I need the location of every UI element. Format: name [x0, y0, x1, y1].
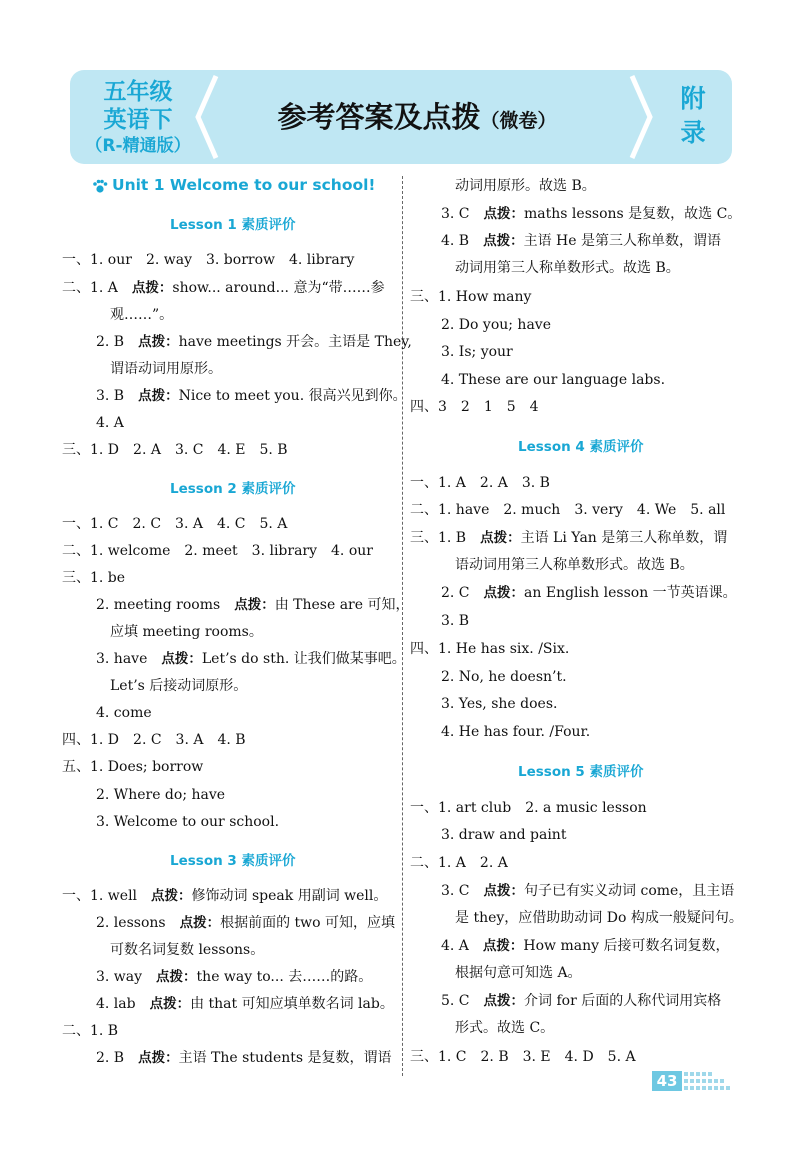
- hint-label: 点拨：: [131, 280, 173, 296]
- lesson-heading: Lesson 4 素质评价: [518, 439, 644, 455]
- answer-line: [96, 333, 412, 351]
- answer-line: 二、1. A 2. A: [410, 855, 508, 871]
- answer-line: 2. No, he doesn’t.: [441, 669, 567, 685]
- answer-line: [62, 887, 387, 905]
- answer-line: 根据句意可知选 A。: [455, 965, 582, 981]
- answer-line: 三、1. be: [62, 570, 126, 586]
- hint-label: 点拨：: [138, 334, 179, 350]
- answer-line: 四、1. He has six. /Six.: [410, 641, 570, 657]
- subject-line: 英语下: [103, 107, 173, 133]
- title-sub: （微卷）: [480, 110, 557, 132]
- answer-line: [441, 584, 737, 602]
- column-divider: [402, 176, 403, 1076]
- answer-line: 三、1. How many: [410, 289, 532, 305]
- answer-line: [96, 1049, 392, 1067]
- hint-text: 根据前面的 two 可知，应填: [220, 915, 396, 931]
- hint-label: 点拨：: [138, 1050, 179, 1066]
- hint-label: 点拨：: [234, 597, 275, 613]
- hint-text: have meetings 开会。主语是 They,: [178, 334, 412, 350]
- hint-label: 点拨：: [480, 530, 521, 546]
- answer-line: [410, 529, 727, 547]
- answer-line: 观……”。: [110, 307, 174, 323]
- answer-line: 一、1. A 2. A 3. B: [410, 475, 550, 491]
- hint-text: Let’s do sth. 让我们做某事吧。: [201, 651, 406, 667]
- answer-line: 3. draw and paint: [441, 827, 567, 843]
- answer-num: 3. way: [96, 969, 157, 985]
- answer-line: 一、1. art club 2. a music lesson: [410, 800, 647, 816]
- answer-line: [441, 882, 734, 900]
- answer-num: 4. lab: [96, 996, 150, 1012]
- page-number: 43: [652, 1071, 682, 1091]
- hint-text: 主语 He 是第三人称单数，谓语: [523, 233, 722, 249]
- hint-text: maths lessons 是复数，故选 C。: [524, 206, 742, 222]
- answer-line: 一、1. our 2. way 3. borrow 4. library: [62, 252, 355, 268]
- title-main: 参考答案及点拨: [277, 100, 481, 134]
- grade-label: [78, 78, 198, 158]
- hint-text: 句子已有实义动词 come，且主语: [524, 883, 735, 899]
- answer-num: 2. B: [96, 1050, 139, 1066]
- paw-icon: [92, 179, 108, 193]
- hint-label: 点拨：: [151, 888, 192, 904]
- appendix-label: [664, 82, 722, 150]
- answer-line: 三、1. C 2. B 3. E 4. D 5. A: [410, 1049, 636, 1065]
- page-decor-dots: [684, 1071, 734, 1093]
- hint-label: 点拨：: [483, 993, 525, 1009]
- hint-label: 点拨：: [482, 938, 524, 954]
- answer-line: 4. come: [96, 705, 152, 721]
- answer-num: 4. A: [441, 938, 483, 954]
- answer-line: 动词用原形。故选 B。: [455, 178, 596, 194]
- answer-num: 3. C: [441, 206, 484, 222]
- hint-label: 点拨：: [156, 969, 197, 985]
- hint-label: 点拨：: [483, 233, 524, 249]
- answer-line: 一、1. C 2. C 3. A 4. C 5. A: [62, 516, 288, 532]
- answer-line: [96, 650, 406, 668]
- answer-line: 动词用第三人称单数形式。故选 B。: [455, 260, 680, 276]
- answer-line: [441, 232, 721, 250]
- answer-line: [62, 279, 385, 297]
- answer-line: 形式。故选 C。: [455, 1020, 555, 1036]
- chevron-right-icon: [628, 72, 656, 162]
- answer-line: 3. Is; your: [441, 344, 513, 360]
- answer-num: 2. B: [96, 334, 139, 350]
- answer-line: [96, 914, 395, 932]
- answer-line: 语动词用第三人称单数形式。故选 B。: [455, 557, 694, 573]
- answer-num: 二、1. A: [62, 280, 132, 296]
- hint-text: 修饰动词 speak 用副词 well。: [191, 888, 388, 904]
- answer-num: 2. C: [441, 585, 484, 601]
- hint-text: show... around... 意为“带……参: [172, 280, 385, 296]
- hint-label: 点拨：: [179, 915, 221, 931]
- answer-num: 4. B: [441, 233, 484, 249]
- answer-line: [96, 995, 394, 1013]
- appendix-char: 录: [680, 118, 706, 147]
- answer-line: 4. He has four. /Four.: [441, 724, 591, 740]
- answer-line: [96, 387, 407, 405]
- answer-line: 四、1. D 2. C 3. A 4. B: [62, 732, 246, 748]
- answer-line: 2. Where do; have: [96, 787, 226, 803]
- hint-label: 点拨：: [149, 996, 191, 1012]
- answer-line: 4. A: [96, 415, 124, 431]
- answer-line: [96, 596, 410, 614]
- answer-line: 3. Welcome to our school.: [96, 814, 280, 830]
- answer-line: 是 they，应借助助动词 Do 构成一般疑问句。: [455, 910, 743, 926]
- answer-num: 3. have: [96, 651, 162, 667]
- hint-text: 由 that 可知应填单数名词 lab。: [190, 996, 394, 1012]
- hint-label: 点拨：: [138, 388, 179, 404]
- hint-label: 点拨：: [483, 585, 525, 601]
- answer-line: 二、1. have 2. much 3. very 4. We 5. all: [410, 502, 726, 518]
- answer-line: 谓语动词用原形。: [110, 361, 222, 377]
- hint-text: the way to... 去……的路。: [196, 969, 373, 985]
- answer-line: [441, 992, 721, 1010]
- answer-line: [96, 968, 372, 986]
- answer-line: 应填 meeting rooms。: [110, 624, 263, 640]
- answer-num: 3. B: [96, 388, 139, 404]
- answer-line: 2. Do you; have: [441, 317, 551, 333]
- hint-text: 主语 Li Yan 是第三人称单数，谓: [520, 530, 728, 546]
- answer-line: 三、1. D 2. A 3. C 4. E 5. B: [62, 442, 288, 458]
- hint-text: Nice to meet you. 很高兴见到你。: [178, 388, 407, 404]
- answer-line: 可数名词复数 lessons。: [110, 942, 265, 958]
- answer-line: [441, 937, 730, 955]
- hint-label: 点拨：: [161, 651, 202, 667]
- hint-label: 点拨：: [483, 883, 525, 899]
- unit-title-text: Unit 1 Welcome to our school!: [112, 176, 376, 194]
- lesson-heading: Lesson 5 素质评价: [518, 764, 644, 780]
- answer-line: Let’s 后接动词原形。: [110, 678, 248, 694]
- hint-text: How many 后接可数名词复数，: [523, 938, 730, 954]
- lesson-heading: Lesson 1 素质评价: [170, 217, 296, 233]
- grade-line: 五年级: [103, 79, 173, 105]
- answer-line: 二、1. B: [62, 1023, 119, 1039]
- answer-num: 2. meeting rooms: [96, 597, 235, 613]
- hint-text: 由 These are 可知，: [274, 597, 410, 613]
- answer-line: 四、3 2 1 5 4: [410, 399, 539, 415]
- answer-line: 3. Yes, she does.: [441, 696, 558, 712]
- answer-line: [441, 205, 741, 223]
- answer-num: 5. C: [441, 993, 484, 1009]
- appendix-char: 附: [680, 84, 706, 113]
- answer-num: 三、1. B: [410, 530, 481, 546]
- hint-label: 点拨：: [483, 206, 525, 222]
- lesson-heading: Lesson 3 素质评价: [170, 853, 296, 869]
- page-title: [212, 95, 622, 136]
- answer-num: 一、1. well: [62, 888, 152, 904]
- hint-text: 介词 for 后面的人称代词用宾格: [524, 993, 722, 1009]
- edition-line: （R-精通版）: [85, 136, 191, 156]
- answer-line: 4. These are our language labs.: [441, 372, 666, 388]
- hint-text: an English lesson 一节英语课。: [524, 585, 737, 601]
- answer-line: 二、1. welcome 2. meet 3. library 4. our: [62, 543, 373, 559]
- answer-line: 3. B: [441, 613, 470, 629]
- unit-title: [92, 176, 376, 194]
- lesson-heading: Lesson 2 素质评价: [170, 481, 296, 497]
- answer-num: 3. C: [441, 883, 484, 899]
- hint-text: 主语 The students 是复数，谓语: [178, 1050, 392, 1066]
- answer-line: 五、1. Does; borrow: [62, 759, 204, 775]
- answer-num: 2. lessons: [96, 915, 180, 931]
